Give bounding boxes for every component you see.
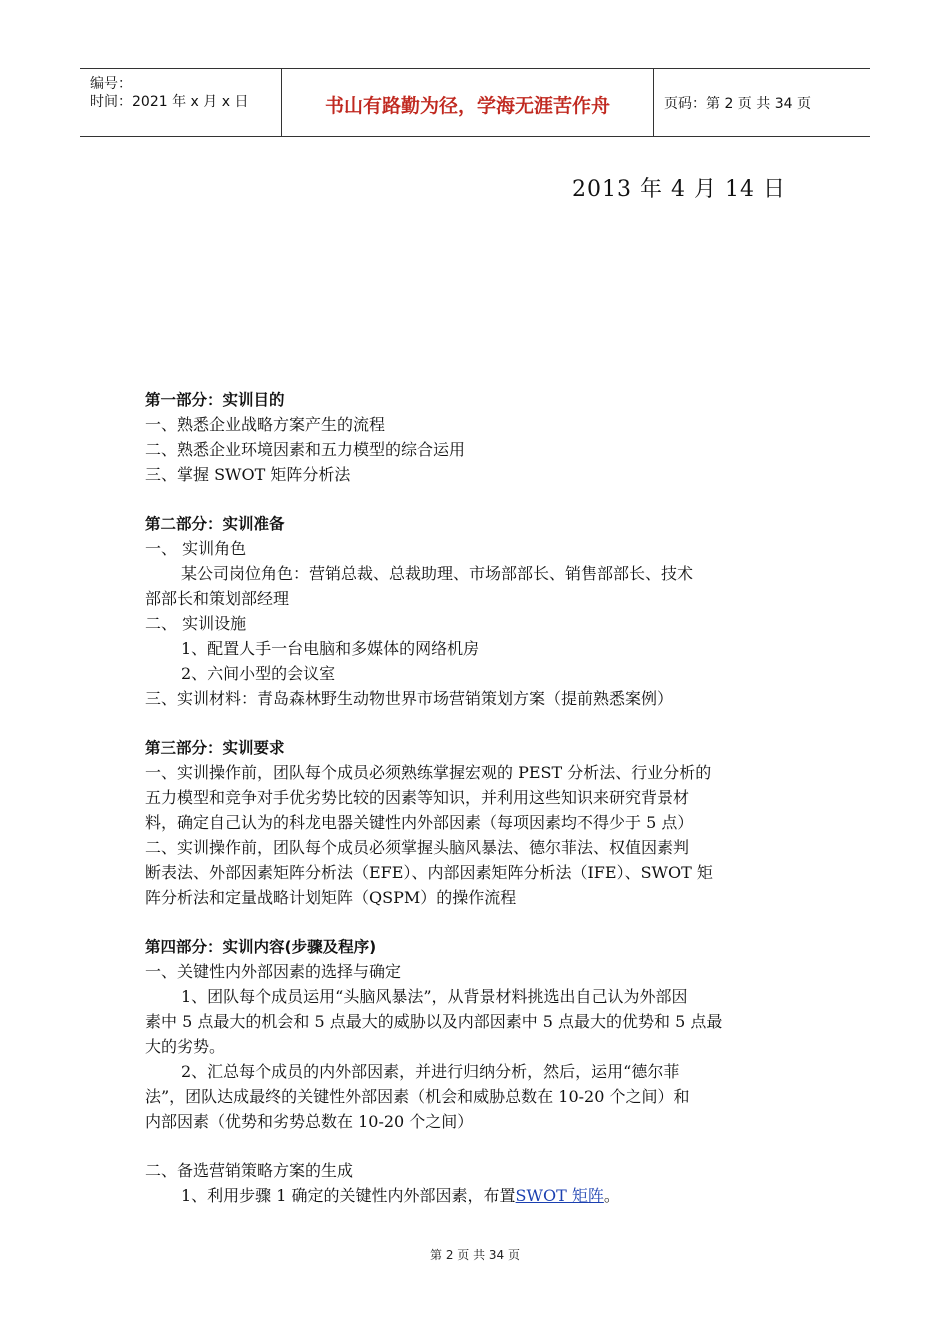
- facility-heading: 二、 实训设施: [145, 614, 247, 633]
- part4-step1-line: 大的劣势。: [145, 1037, 226, 1056]
- time-label: 时间：2021 年 x 月 x 日: [90, 94, 249, 110]
- role-desc: 部部长和策划部经理: [145, 589, 290, 608]
- part1-item: 二、熟悉企业环境因素和五力模型的综合运用: [145, 440, 466, 459]
- part1-title: 第一部分：实训目的: [145, 391, 285, 409]
- header-motto-cell: [281, 69, 654, 136]
- material-line: 三、实训材料：青岛森林野生动物世界市场营销策划方案（提前熟悉案例）: [145, 689, 674, 708]
- header-motto: 书山有路勤为径，学海无涯苦作舟: [324, 95, 610, 117]
- swot-matrix-link[interactable]: SWOT 矩阵: [515, 1186, 604, 1205]
- serial-label: 编号：: [90, 76, 132, 92]
- part4-step2-line: 内部因素（优势和劣势总数在 10-20 个之间）: [145, 1112, 474, 1131]
- sec2-step1-suffix: 。: [603, 1186, 620, 1205]
- header-meta: [80, 69, 281, 136]
- part4-step1-line: 素中 5 点最大的机会和 5 点最大的威胁以及内部因素中 5 点最大的优势和 5 点最: [145, 1012, 723, 1031]
- document-date: 2013 年 4 月 14 日: [572, 177, 786, 202]
- part4-sec1-heading: 一、关键性内外部因素的选择与确定: [145, 962, 402, 981]
- page-footer: 第 2 页 共 34 页: [430, 1248, 520, 1262]
- page-header: [80, 68, 870, 137]
- part2-title: 第二部分：实训准备: [145, 515, 285, 533]
- part3-line: 一、实训操作前，团队每个成员必须熟练掌握宏观的 PEST 分析法、行业分析的: [145, 763, 712, 782]
- part3-line: 断表法、外部因素矩阵分析法（EFE）、内部因素矩阵分析法（IFE）、SWOT 矩: [145, 863, 713, 882]
- part1-item: 三、掌握 SWOT 矩阵分析法: [145, 465, 351, 484]
- role-heading: 一、 实训角色: [145, 539, 247, 558]
- part3-line: 料，确定自己认为的科龙电器关键性内外部因素（每项因素均不得少于 5 点）: [145, 813, 694, 832]
- part3-line: 二、实训操作前，团队每个成员必须掌握头脑风暴法、德尔菲法、权值因素判: [145, 838, 690, 857]
- role-desc: 某公司岗位角色：营销总裁、总裁助理、市场部部长、销售部部长、技术: [181, 564, 694, 583]
- part4-sec2-heading: 二、备选营销策略方案的生成: [145, 1161, 354, 1180]
- part1-item: 一、熟悉企业战略方案产生的流程: [145, 415, 386, 434]
- part3-line: 五力模型和竞争对手优劣势比较的因素等知识，并利用这些知识来研究背景材: [145, 788, 690, 807]
- part3-title: 第三部分：实训要求: [145, 739, 285, 757]
- facility-item: 2、六间小型的会议室: [181, 664, 336, 683]
- part4-step1: 1、团队每个成员运用“头脑风暴法”，从背景材料挑选出自己认为外部因: [181, 987, 688, 1006]
- part4-sec2-step1: [181, 1184, 620, 1208]
- sec2-step1-prefix: 1、利用步骤 1 确定的关键性内外部因素，布置: [181, 1186, 516, 1205]
- header-page-label: 页码：第 2 页 共 34 页: [664, 96, 811, 112]
- part4-step2-line: 法”，团队达成最终的关键性外部因素（机会和威胁总数在 10-20 个之间）和: [145, 1087, 690, 1106]
- part4-title: 第四部分：实训内容(步骤及程序): [145, 938, 377, 956]
- part4-step2: 2、汇总每个成员的内外部因素，并进行归纳分析，然后，运用“德尔菲: [181, 1062, 680, 1081]
- facility-item: 1、配置人手一台电脑和多媒体的网络机房: [181, 639, 480, 658]
- part3-line: 阵分析法和定量战略计划矩阵（QSPM）的操作流程: [145, 888, 517, 907]
